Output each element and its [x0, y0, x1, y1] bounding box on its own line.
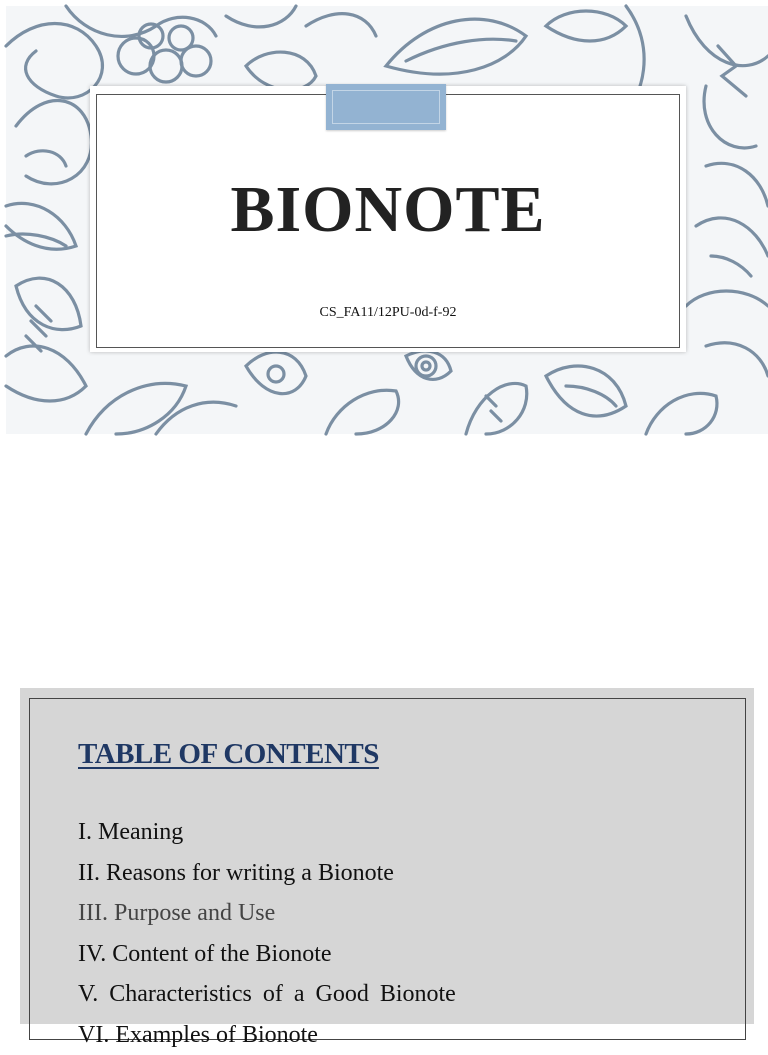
- toc-item-reasons: II. Reasons for writing a Bionote: [78, 853, 456, 894]
- toc-heading: TABLE OF CONTENTS: [78, 738, 470, 771]
- toc-list: [78, 812, 456, 1055]
- competency-code: CS_FA11/12PU-0d-f-92: [90, 305, 686, 321]
- title-card: [90, 86, 686, 352]
- toc-item-purpose: III. Purpose and Use: [78, 893, 456, 934]
- accent-tab: [326, 84, 446, 130]
- toc-item-characteristics: V. Characteristics of a Good Bionote: [78, 974, 456, 1015]
- table-of-contents-slide: [20, 688, 754, 1024]
- page-title: BIONOTE: [90, 172, 686, 248]
- title-slide: [6, 6, 768, 434]
- toc-item-content: IV. Content of the Bionote: [78, 934, 456, 975]
- toc-item-examples: VI. Examples of Bionote: [78, 1015, 456, 1055]
- toc-item-meaning: I. Meaning: [78, 812, 456, 853]
